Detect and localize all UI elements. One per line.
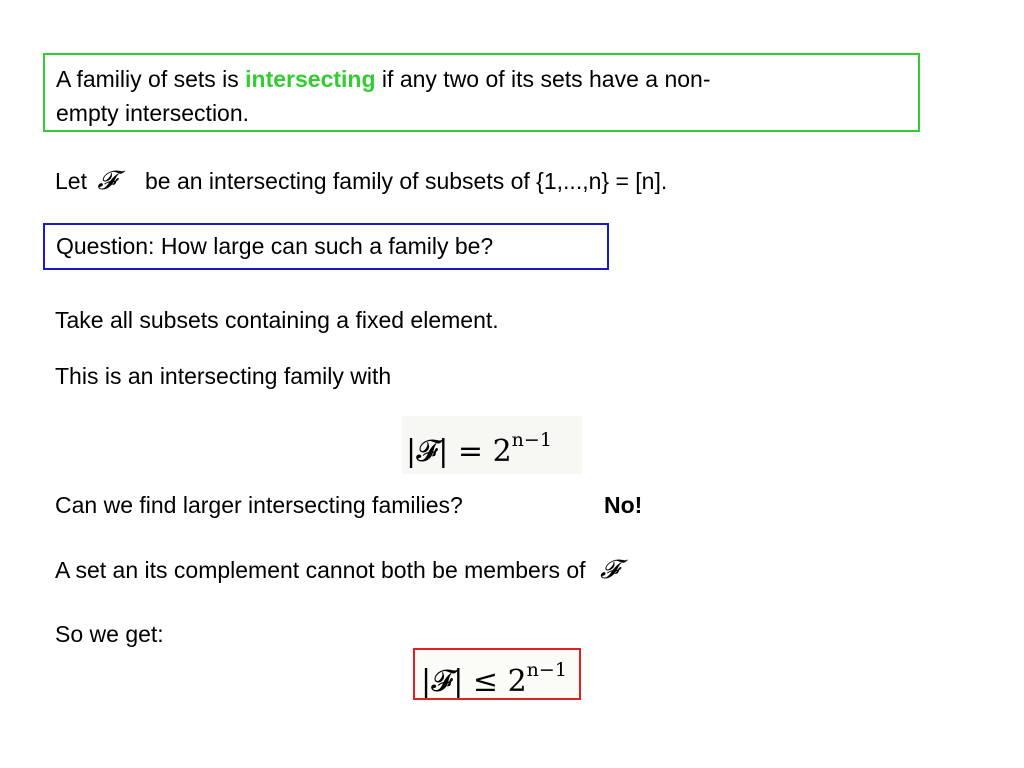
can-we-question: Can we find larger intersecting families?	[55, 492, 463, 518]
formula-bound-exponent: n−1	[526, 659, 567, 681]
let-line	[55, 167, 667, 195]
complement-line	[55, 556, 619, 584]
this-is-text: This is an intersecting family with	[55, 363, 392, 389]
definition-line-2: empty intersection.	[56, 100, 250, 126]
formula-equality-lhs: |𝓕| = 2	[406, 434, 512, 469]
so-we-get-text: So we get:	[55, 621, 164, 647]
definition-keyword: intersecting	[245, 66, 376, 92]
formula-equality	[402, 416, 582, 474]
definition-prefix: A familiy of sets is	[56, 66, 246, 92]
formula-bound-lhs: |𝓕| ≤ 2	[421, 664, 527, 699]
take-all-text: Take all subsets containing a fixed element.	[55, 307, 499, 333]
can-we-line	[55, 491, 463, 519]
let-suffix: be an intersecting family of subsets of {1,...,n} = [n].	[144, 168, 668, 194]
definition-box	[43, 53, 920, 132]
can-we-answer: No!	[604, 492, 643, 518]
let-prefix: Let	[55, 168, 87, 194]
definition-suffix: if any two of its sets have a non-	[375, 66, 711, 92]
definition-line-1	[56, 65, 711, 93]
complement-family-symbol: 𝓕	[599, 555, 620, 585]
family-symbol: 𝓕	[97, 166, 117, 196]
complement-text: A set an its complement cannot both be members of	[55, 557, 586, 583]
formula-bound	[413, 648, 581, 700]
formula-equality-exponent: n−1	[511, 429, 552, 451]
question-text: Question: How large can such a family be?	[56, 233, 494, 259]
question-box	[43, 223, 609, 270]
